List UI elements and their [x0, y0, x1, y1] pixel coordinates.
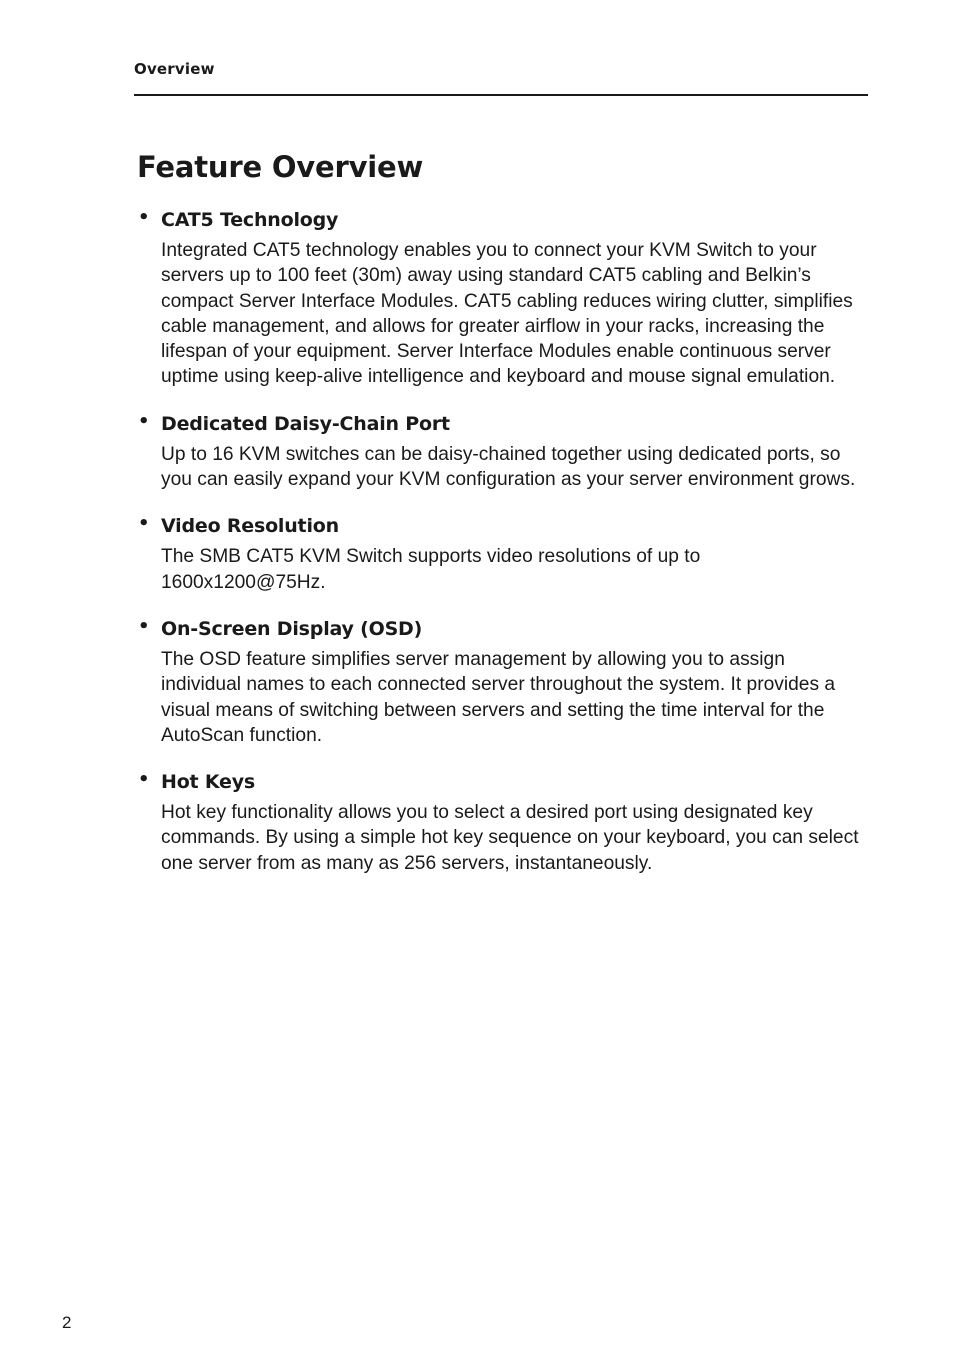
running-header: Overview: [134, 60, 215, 78]
feature-item-hot-keys: [138, 768, 868, 876]
feature-title: On-Screen Display (OSD): [161, 617, 423, 640]
header-rule: [134, 94, 868, 96]
feature-description: Integrated CAT5 technology enables you to connect your KVM Switch to your servers up to 100 feet (30m) away using standard CAT5 cabling and Belkin’s compact Server Interface Modules. CAT5 cabling reduces wiring clutter, simplifies cable management, and allows for greater airflow in your racks, increasing the lifespan of your equipment. Server Interface Modules enable continuous server uptime using keep-alive intelligence and keyboard and mouse signal emulation.: [161, 240, 853, 388]
bullet: •: [138, 207, 150, 228]
bullet: •: [138, 769, 150, 791]
feature-item-video-resolution: [138, 512, 868, 595]
feature-item-daisy-chain: [138, 410, 868, 493]
feature-item-osd: [138, 615, 868, 748]
feature-description: The OSD feature simplifies server management by allowing you to assign individual names to each connected server throughout the system. It provides a visual means of switching between servers and setting the time interval for the AutoScan function.: [161, 648, 836, 746]
bullet: •: [138, 615, 150, 637]
feature-description: Up to 16 KVM switches can be daisy-chained together using dedicated ports, so you can easily expand your KVM configuration as your server environment grows.: [161, 443, 856, 491]
feature-title: Dedicated Daisy-Chain Port: [161, 412, 450, 435]
feature-title: Hot Keys: [161, 771, 256, 794]
feature-item-cat5: [138, 206, 868, 390]
page-number: 2: [62, 1313, 72, 1332]
feature-description: Hot key functionality allows you to select a desired port using designated key commands. By using a simple hot key sequence on your keyboard, you can select one server from as many as 256 servers, instantaneously.: [161, 802, 859, 874]
feature-list: [138, 206, 868, 896]
feature-description: The SMB CAT5 KVM Switch supports video resolutions of up to 1600x1200@75Hz.: [161, 546, 701, 593]
page-title: Feature Overview: [137, 150, 424, 184]
bullet: •: [138, 513, 150, 535]
bullet: •: [138, 410, 150, 432]
feature-title: Video Resolution: [161, 515, 339, 538]
feature-title: CAT5 Technology: [161, 209, 339, 231]
